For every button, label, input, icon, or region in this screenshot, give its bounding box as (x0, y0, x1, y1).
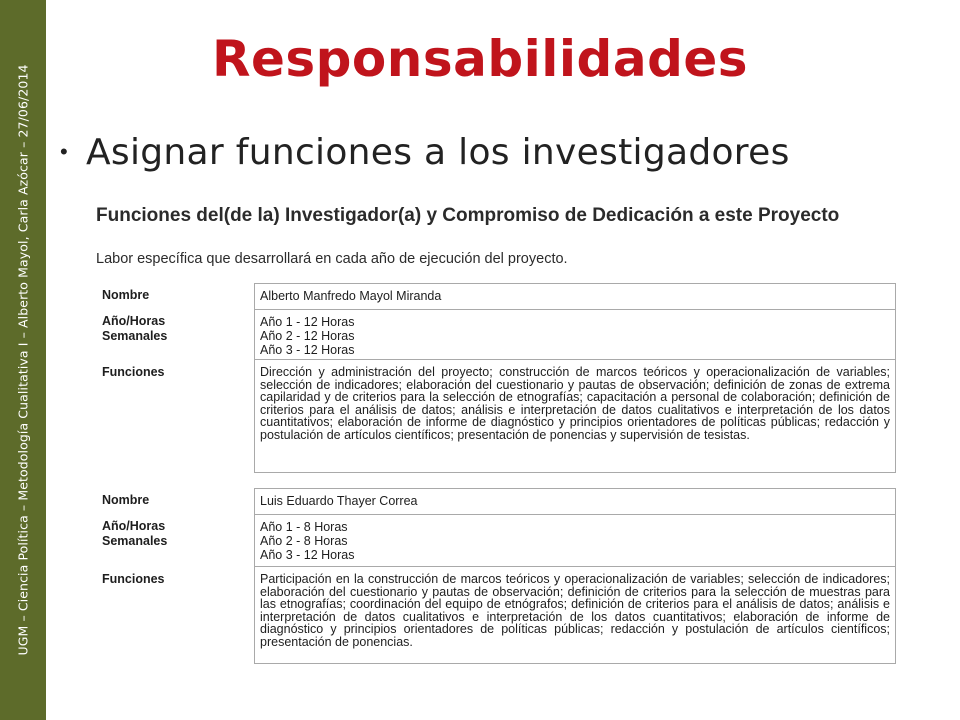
researcher-hours (254, 514, 896, 566)
document-image (88, 200, 908, 680)
researcher-table (96, 283, 896, 473)
name-label: Nombre (102, 493, 150, 507)
researcher-table (96, 488, 896, 664)
researcher-name: Alberto Manfredo Mayol Miranda (254, 283, 896, 309)
year-hours: Año 3 - 12 Horas (260, 343, 355, 357)
table-row (96, 359, 896, 473)
functions-label: Funciones (102, 365, 165, 379)
document-heading: Funciones del(de la) Investigador(a) y Compromiso de Dedicación a este Proyecto (96, 205, 840, 226)
sidebar-band (0, 0, 46, 720)
hours-label-line2: Semanales (102, 534, 168, 548)
hours-label-line2: Semanales (102, 329, 168, 343)
researcher-hours (254, 309, 896, 359)
slide-title: Responsabilidades (211, 30, 749, 88)
table-row (96, 309, 896, 359)
year-hours: Año 2 - 8 Horas (260, 534, 348, 548)
functions-label: Funciones (102, 572, 165, 586)
researcher-functions: Dirección y administración del proyecto; construcción de marcos teóricos y operacionalización de variables; selección de indicadores; elaboración del cuestionario y pautas de observación; definición de zonas de extrema capilaridad y de criterios para la selección de etnografías; capacitación a personal de colaboración; definición de criterios para el análisis de datos; análisis e interpretación de datos cualitativos e interpretación de los datos cuantitativos; elaboración de informe de diagnóstico y principios orientadores de políticas públicas; redacción y postulación de artículos científicos; presentación de ponencias y supervisión de tesistas. (254, 359, 896, 473)
year-hours: Año 3 - 12 Horas (260, 548, 355, 562)
table-row (96, 566, 896, 664)
hours-label (96, 309, 254, 359)
year-hours: Año 1 - 12 Horas (260, 315, 355, 329)
bullet-text: Asignar funciones a los investigadores (86, 131, 790, 173)
hours-label (96, 514, 254, 566)
researcher-name: Luis Eduardo Thayer Correa (254, 488, 896, 514)
bullet-item (60, 128, 790, 176)
hours-label-line1: Año/Horas (102, 519, 166, 533)
table-row (96, 488, 896, 514)
researcher-functions: Participación en la construcción de marcos teóricos y operacionalización de variables; selección de indicadores; elaboración del cuestionario y pautas de observación; definición de criterios para la selección de muestras para las etnografías; coordinación del equipo de etnógrafos; definición de criterios para el análisis de datos; análisis e interpretación de datos cualitativos e interpretación de los datos cuantitativos; elaboración de informe de diagnóstico y principios orientadores de políticas públicas; redacción y postulación de artículos científicos; presentación de ponencias. (254, 566, 896, 664)
year-hours: Año 1 - 8 Horas (260, 520, 348, 534)
year-hours: Año 2 - 12 Horas (260, 329, 355, 343)
table-row (96, 514, 896, 566)
sidebar-footer-text: UGM – Ciencia Política – Metodología Cualitativa I – Alberto Mayol, Carla Azócar – 27/06/2014 (15, 64, 31, 656)
name-label: Nombre (102, 288, 150, 302)
document-subheading: Labor específica que desarrollará en cada año de ejecución del proyecto. (96, 251, 568, 267)
hours-label-line1: Año/Horas (102, 314, 166, 328)
bullet-dot-icon: • (60, 139, 68, 164)
table-row (96, 283, 896, 309)
